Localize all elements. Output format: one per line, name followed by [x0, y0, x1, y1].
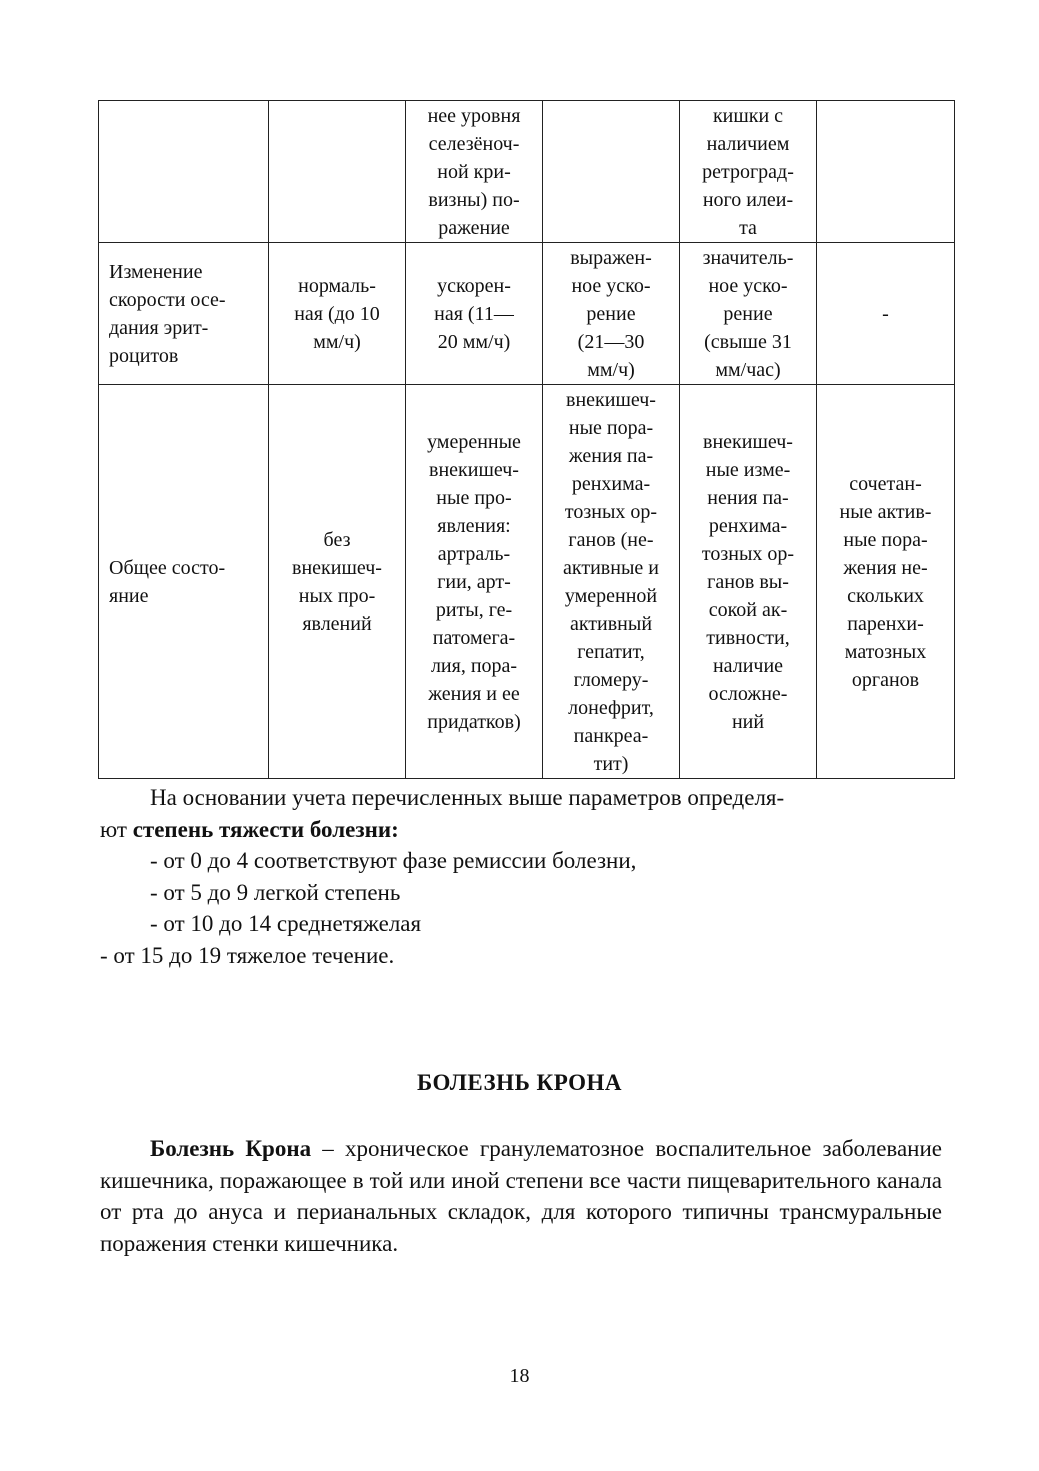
table-cell: Изменение скорости осе- дания эрит- роцитов	[99, 243, 269, 385]
severity-intro-line: На основании учета перечисленных выше параметров определя-	[150, 785, 785, 810]
table-cell	[99, 101, 269, 243]
table-cell: ускорен- ная (11— 20 мм/ч)	[406, 243, 543, 385]
list-item: - от 0 до 4 соответствуют фазе ремиссии болезни,	[150, 848, 637, 873]
table-row	[99, 101, 955, 243]
severity-intro-bold: степень тяжести болезни:	[132, 816, 399, 842]
table-cell: нее уровня селезёноч- ной кри- визны) по- ражение	[406, 101, 543, 243]
table-cell: без внекишеч- ных про- явлений	[269, 385, 406, 779]
table-cell: выражен- ное уско- рение (21—30 мм/ч)	[543, 243, 680, 385]
list-item: - от 10 до 14 среднетяжелая	[150, 911, 422, 936]
table-cell: -	[817, 243, 955, 385]
severity-intro	[100, 782, 942, 845]
table-cell: кишки с наличием ретроград- ного илеи- та	[680, 101, 817, 243]
table-row	[99, 243, 955, 385]
criteria-table	[98, 100, 955, 779]
section-heading: БОЛЕЗНЬ КРОНА	[416, 1070, 623, 1095]
criteria-table-container	[98, 100, 955, 779]
table-cell: сочетан- ные актив- ные пора- жения не- скольких паренхи- матозных органов	[817, 385, 955, 779]
table-row	[99, 385, 955, 779]
page-number: 18	[509, 1365, 530, 1387]
table-cell: умеренные внекишеч- ные про- явления: артраль- гии, арт- риты, ге- патомега- лия, пора- жения и ее придатков)	[406, 385, 543, 779]
table-cell: значитель- ное уско- рение (свыше 31 мм/час)	[680, 243, 817, 385]
table-cell: Общее состо- яние	[99, 385, 269, 779]
crohn-definition-text: – хроническое гранулематозное воспалительное заболевание кишечника, поражающее в той или иной степени все части пищеварительного канала от рта до ануса и перианальных складок, для которого типичны трансмуральные поражения стенки кишечника.	[100, 1136, 942, 1256]
table-cell: нормаль- ная (до 10 мм/ч)	[269, 243, 406, 385]
crohn-definition	[100, 1133, 942, 1259]
severity-intro-prefix: ют	[100, 816, 133, 842]
table-cell: внекишеч- ные пора- жения па- ренхима- тозных ор- ганов (не- активные и умеренной активный гепатит, гломеру- лонефрит, панкреа- тит)	[543, 385, 680, 779]
crohn-term: Болезнь Крона	[150, 1136, 312, 1161]
table-cell	[269, 101, 406, 243]
list-item: - от 5 до 9 легкой степень	[150, 880, 401, 905]
table-cell: внекишеч- ные изме- нения па- ренхима- тозных ор- ганов вы- сокой ак- тивности, наличие осложне- ний	[680, 385, 817, 779]
table-cell	[543, 101, 680, 243]
table-cell	[817, 101, 955, 243]
list-item: - от 15 до 19 тяжелое течение.	[100, 943, 395, 968]
severity-intro-line	[100, 814, 942, 846]
